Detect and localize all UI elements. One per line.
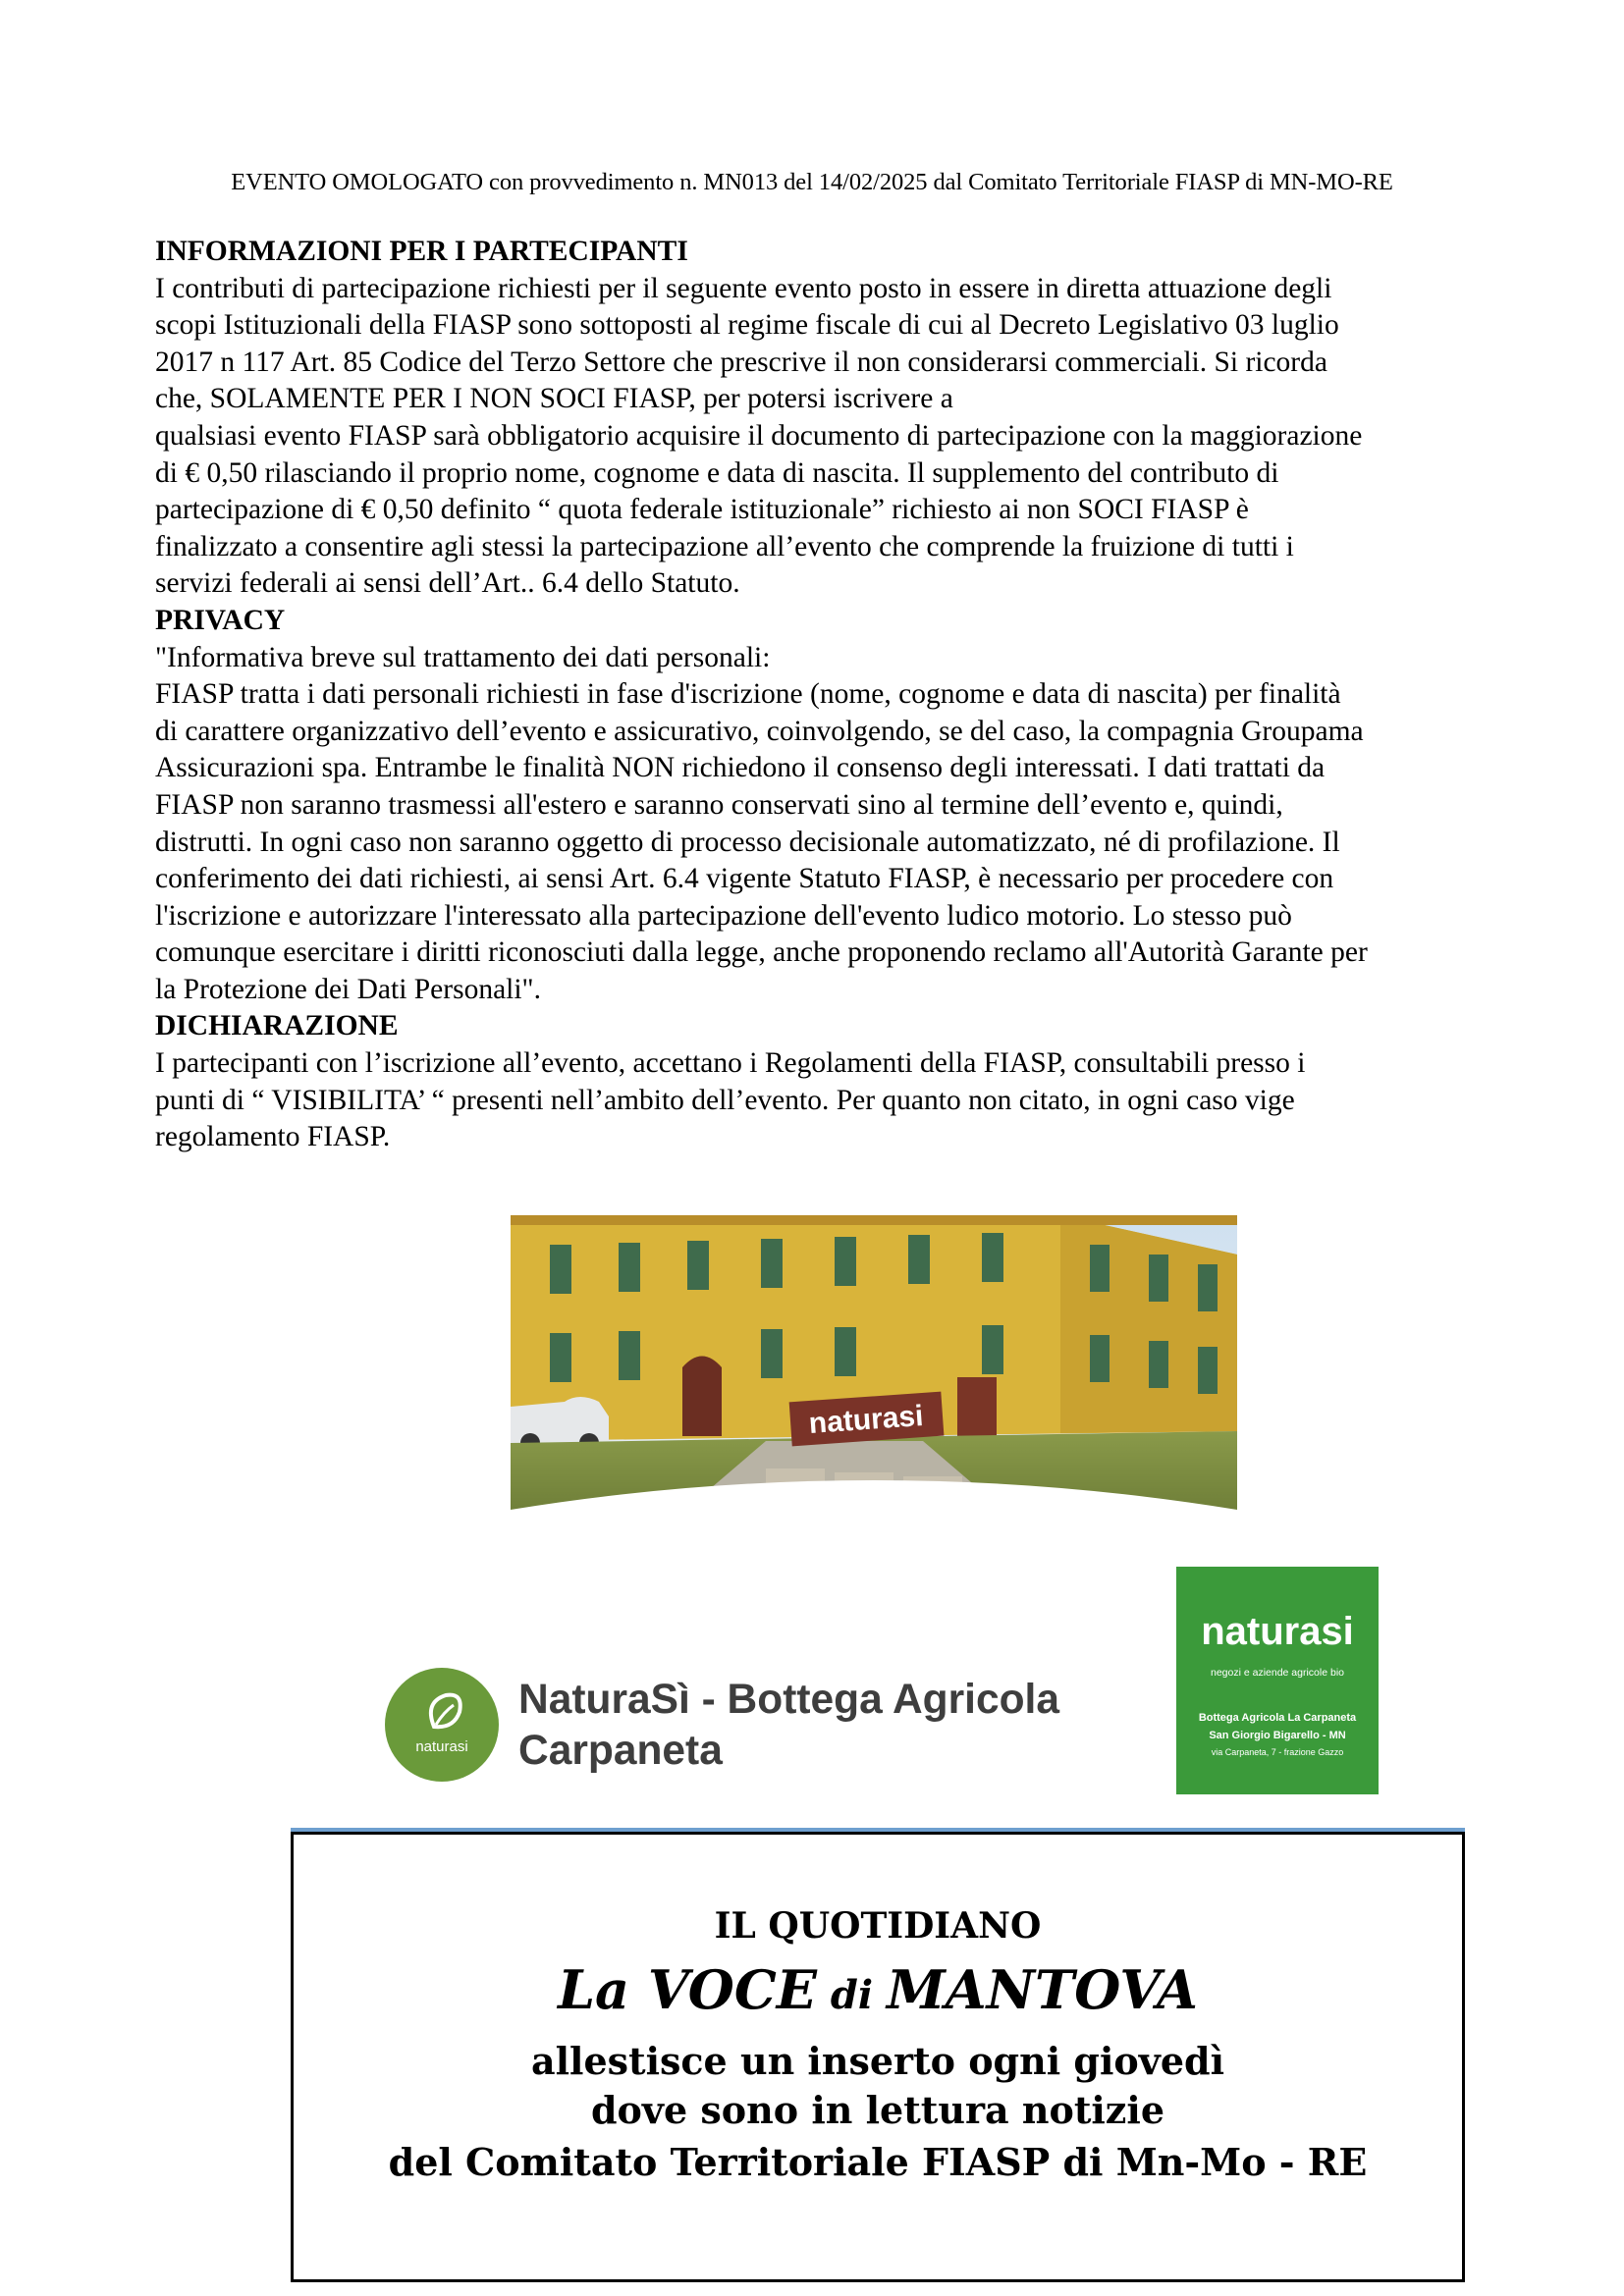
newspaper-title-di: di [816, 1972, 887, 2018]
privacy-heading: PRIVACY [155, 604, 286, 636]
bottega-title-line2: Carpaneta [518, 1728, 723, 1774]
photo-sign-text: naturasi [807, 1399, 925, 1441]
privacy-line: distrutti. In ogni caso non saranno oggetto di processo decisionale automatizzato, né di profilazione. Il [155, 826, 1340, 858]
informazioni-line: 2017 n 117 Art. 85 Codice del Terzo Settore che prescrive il non considerarsi commerciali. Si ricorda [155, 346, 1327, 378]
privacy-line: la Protezione dei Dati Personali". [155, 973, 541, 1005]
notizie-line: dove sono in lettura notizie [590, 2088, 1164, 2132]
dichiarazione-heading: DICHIARAZIONE [155, 1010, 399, 1042]
leaf-icon [385, 1668, 499, 1782]
informazioni-line: partecipazione di € 0,50 definito “ quota federale istituzionale” richiesto ai non SOCI FIASP è [155, 494, 1249, 526]
privacy-line: conferimento dei dati richiesti, ai sensi Art. 6.4 vigente Statuto FIASP, è necessario per procedere con [155, 863, 1334, 895]
privacy-line: di carattere organizzativo dell’evento e assicurativo, coinvolgendo, se del caso, la compagnia Groupama [155, 715, 1364, 747]
dichiarazione-line: punti di “ VISIBILITA’ “ presenti nell’ambito dell’evento. Per quanto non citato, in ogni caso vige [155, 1084, 1295, 1116]
privacy-line: l'iscrizione e autorizzare l'interessato alla partecipazione dell'evento ludico motorio. Lo stesso può [155, 899, 1292, 932]
building-photo-svg [511, 1215, 1237, 1559]
privacy-line: comunque esercitare i diritti riconosciuti dalla legge, anche proponendo reclamo all'Autorità Garante per [155, 936, 1368, 969]
dichiarazione-line: regolamento FIASP. [155, 1121, 391, 1153]
green-sign-line1: Bottega Agricola La Carpaneta [1198, 1712, 1357, 1724]
document-body [155, 234, 1549, 1156]
newspaper-title-la: La [558, 1958, 648, 2021]
informazioni-heading: INFORMAZIONI PER I PARTECIPANTI [155, 236, 688, 267]
green-sign-tagline: negozi e aziende agricole bio [1210, 1667, 1344, 1679]
naturasi-logo [385, 1668, 499, 1782]
building-photo [511, 1215, 1237, 1559]
naturasi-green-sign [1176, 1567, 1379, 1794]
bottega-title-line1: NaturaSì - Bottega Agricola [518, 1677, 1060, 1723]
informazioni-line: I contributi di partecipazione richiesti per il seguente evento posto in essere in diretta attuazione degli [155, 272, 1332, 304]
green-sign-brand: naturasi [1201, 1610, 1354, 1653]
informazioni-line: qualsiasi evento FIASP sarà obbligatorio acquisire il documento di partecipazione con la maggiorazione [155, 419, 1363, 452]
inserto-line: allestisce un inserto ogni giovedì [530, 2039, 1225, 2083]
informazioni-line: scopi Istituzionali della FIASP sono sottoposti al regime fiscale di cui al Decreto Legislativo 03 luglio [155, 309, 1339, 342]
dichiarazione-line: I partecipanti con l’iscrizione all’evento, accettano i Regolamenti della FIASP, consultabili presso i [155, 1047, 1306, 1080]
green-sign-line3: via Carpaneta, 7 - frazione Gazzo [1211, 1747, 1344, 1757]
naturasi-logo-text: naturasi [415, 1738, 468, 1755]
privacy-line: FIASP non saranno trasmessi all'estero e saranno conservati sino al termine dell’evento e, quindi, [155, 788, 1283, 821]
green-sign-line2: San Giorgio Bigarello - MN [1209, 1730, 1346, 1741]
privacy-line: "Informativa breve sul trattamento dei dati personali: [155, 641, 771, 673]
voce-di-mantova-box [291, 1832, 1465, 2282]
privacy-line: Assicurazioni spa. Entrambe le finalità NON richiedono il consenso degli interessati. I dati trattati da [155, 752, 1326, 784]
informazioni-line: che, SOLAMENTE PER I NON SOCI FIASP, per potersi iscrivere a [155, 383, 953, 415]
omologato-header: EVENTO OMOLOGATO con provvedimento n. MN013 del 14/02/2025 dal Comitato Territoriale FIASP di MN-MO-RE [231, 169, 1393, 195]
informazioni-line: servizi federali ai sensi dell’Art.. 6.4 dello Statuto. [155, 567, 740, 600]
quotidiano-label: IL QUOTIDIANO [714, 1905, 1042, 1947]
comitato-line: del Comitato Territoriale FIASP di Mn-Mo - RE [388, 2140, 1368, 2184]
newspaper-title [294, 1958, 1462, 2021]
newspaper-title-mantova: MANTOVA [886, 1958, 1198, 2021]
informazioni-line: finalizzato a consentire agli stessi la partecipazione all’evento che comprende la fruizione di tutti i [155, 530, 1294, 562]
privacy-line: FIASP tratta i dati personali richiesti in fase d'iscrizione (nome, cognome e data di nascita) per finalità [155, 678, 1341, 711]
newspaper-title-voce: VOCE [647, 1958, 817, 2021]
informazioni-line: di € 0,50 rilasciando il proprio nome, cognome e data di nascita. Il supplemento del contributo di [155, 456, 1279, 489]
